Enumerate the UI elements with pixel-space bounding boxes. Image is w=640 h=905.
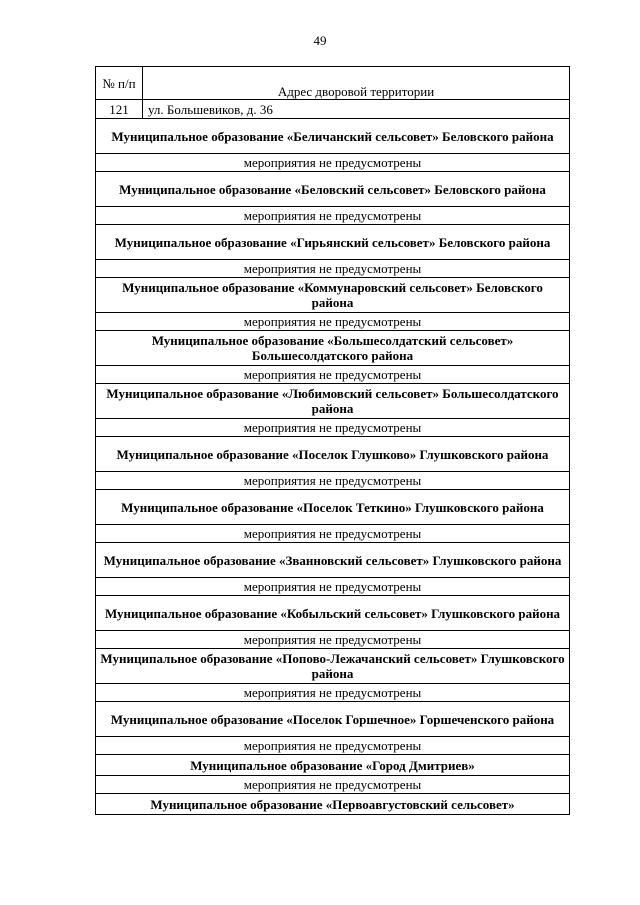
municipality-title: Муниципальное образование «Коммунаровский сельсовет» Беловского района <box>96 278 570 313</box>
note-row <box>96 525 570 543</box>
no-measures-note: мероприятия не предусмотрены <box>96 154 570 172</box>
note-row <box>96 207 570 225</box>
section-row <box>96 331 570 366</box>
section-row <box>96 490 570 525</box>
note-row <box>96 737 570 755</box>
no-measures-note: мероприятия не предусмотрены <box>96 684 570 702</box>
table-header-row <box>96 67 570 100</box>
section-row <box>96 384 570 419</box>
section-row <box>96 794 570 815</box>
no-measures-note: мероприятия не предусмотрены <box>96 366 570 384</box>
section-row <box>96 172 570 207</box>
note-row <box>96 631 570 649</box>
section-row <box>96 702 570 737</box>
section-row <box>96 755 570 776</box>
municipality-title: Муниципальное образование «Кобыльский сельсовет» Глушковского района <box>96 596 570 631</box>
municipality-title: Муниципальное образование «Беличанский сельсовет» Беловского района <box>96 119 570 154</box>
section-row <box>96 437 570 472</box>
municipality-title: Муниципальное образование «Поселок Теткино» Глушковского района <box>96 490 570 525</box>
note-row <box>96 366 570 384</box>
table-row <box>96 100 570 119</box>
municipality-title: Муниципальное образование «Большесолдатский сельсовет» Большесолдатского района <box>96 331 570 366</box>
section-row <box>96 225 570 260</box>
municipality-title: Муниципальное образование «Поселок Горшечное» Горшеченского района <box>96 702 570 737</box>
municipality-title: Муниципальное образование «Любимовский сельсовет» Большесолдатского района <box>96 384 570 419</box>
municipality-title: Муниципальное образование «Первоавгустовский сельсовет» <box>96 794 570 815</box>
no-measures-note: мероприятия не предусмотрены <box>96 776 570 794</box>
municipality-title: Муниципальное образование «Званновский сельсовет» Глушковского района <box>96 543 570 578</box>
section-row <box>96 596 570 631</box>
note-row <box>96 260 570 278</box>
note-row <box>96 313 570 331</box>
address-table <box>95 66 570 815</box>
row-number: 121 <box>96 100 143 119</box>
page-number: 49 <box>313 33 327 48</box>
no-measures-note: мероприятия не предусмотрены <box>96 472 570 490</box>
note-row <box>96 419 570 437</box>
section-row <box>96 278 570 313</box>
row-address: ул. Большевиков, д. 36 <box>143 100 570 119</box>
municipality-title: Муниципальное образование «Город Дмитриев» <box>96 755 570 776</box>
no-measures-note: мероприятия не предусмотрены <box>96 578 570 596</box>
note-row <box>96 684 570 702</box>
no-measures-note: мероприятия не предусмотрены <box>96 419 570 437</box>
no-measures-note: мероприятия не предусмотрены <box>96 207 570 225</box>
municipality-title: Муниципальное образование «Гирьянский сельсовет» Беловского района <box>96 225 570 260</box>
municipality-title: Муниципальное образование «Поселок Глушково» Глушковского района <box>96 437 570 472</box>
note-row <box>96 578 570 596</box>
section-row <box>96 119 570 154</box>
section-row <box>96 543 570 578</box>
note-row <box>96 472 570 490</box>
header-num-cell: № п/п <box>96 67 143 100</box>
section-row <box>96 649 570 684</box>
municipality-title: Муниципальное образование «Попово-Лежачанский сельсовет» Глушковского района <box>96 649 570 684</box>
no-measures-note: мероприятия не предусмотрены <box>96 313 570 331</box>
no-measures-note: мероприятия не предусмотрены <box>96 525 570 543</box>
note-row <box>96 776 570 794</box>
note-row <box>96 154 570 172</box>
no-measures-note: мероприятия не предусмотрены <box>96 737 570 755</box>
no-measures-note: мероприятия не предусмотрены <box>96 260 570 278</box>
municipality-title: Муниципальное образование «Беловский сельсовет» Беловского района <box>96 172 570 207</box>
no-measures-note: мероприятия не предусмотрены <box>96 631 570 649</box>
header-address-cell: Адрес дворовой территории <box>143 67 570 100</box>
